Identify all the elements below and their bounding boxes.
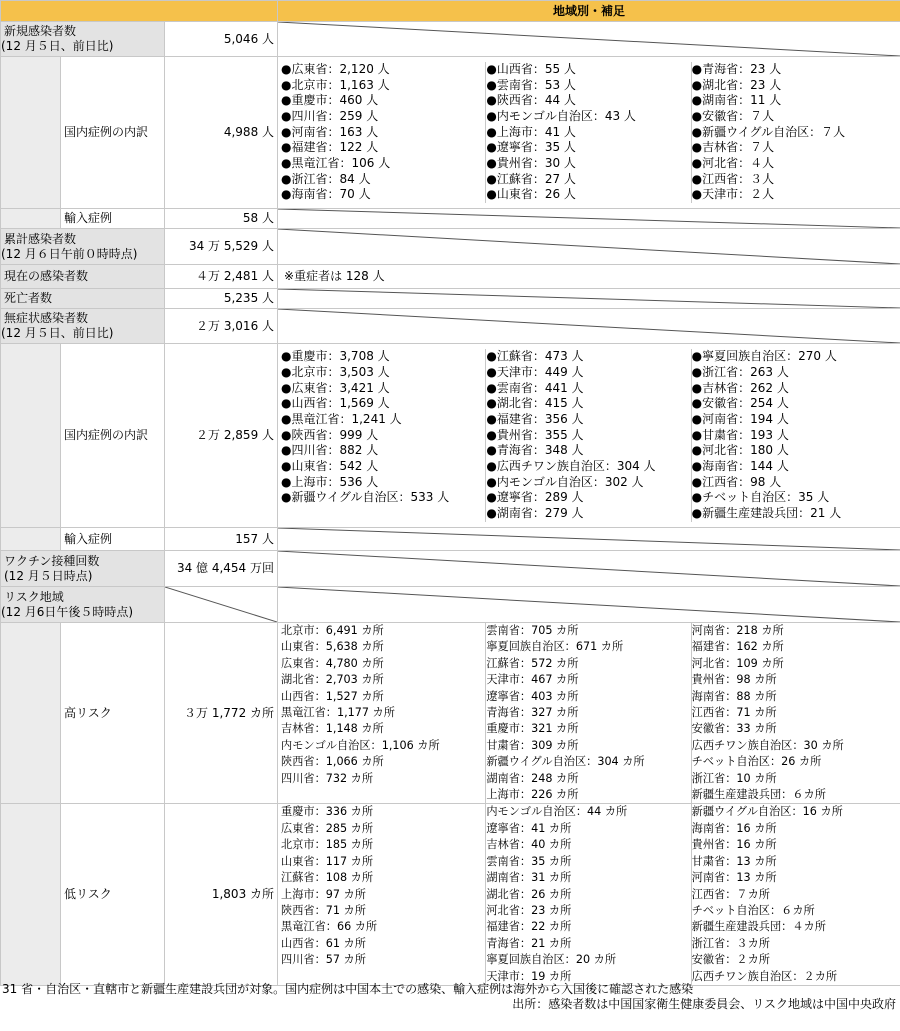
list-item: 吉林省：40 カ所 bbox=[486, 838, 572, 852]
list-item: ●内モンゴル自治区：302 人 bbox=[486, 474, 644, 489]
risk-label-main: リスク地域 bbox=[4, 589, 64, 604]
row-low-risk bbox=[1, 804, 900, 985]
list-item: 山西省：61 カ所 bbox=[281, 936, 366, 950]
asymptomatic-label bbox=[1, 309, 165, 344]
risk-label-sub: (12 月6日午後５時時点) bbox=[1, 604, 134, 619]
low-risk-label: 低リスク bbox=[61, 804, 165, 985]
deaths-value: 5,235 人 bbox=[165, 289, 278, 309]
domestic-new-column-3 bbox=[692, 62, 897, 203]
list-item: 遼寧省：41 カ所 bbox=[486, 821, 572, 835]
list-item: ●山東省：542 人 bbox=[281, 459, 379, 474]
row-domestic-asym bbox=[1, 344, 900, 528]
list-item: ●重慶市：3,708 人 bbox=[281, 349, 390, 364]
list-item: ●北京市：3,503 人 bbox=[281, 364, 390, 379]
list-item: 広東省：4,780 カ所 bbox=[281, 656, 384, 670]
list-item: 湖北省：26 カ所 bbox=[486, 887, 572, 901]
list-item: ●遼寧省：289 人 bbox=[486, 490, 584, 505]
row-deaths bbox=[1, 289, 900, 309]
list-item: 新疆ウイグル自治区：304 カ所 bbox=[486, 755, 645, 769]
current-label: 現在の感染者数 bbox=[1, 265, 165, 289]
list-item: ●湖南省：11 人 bbox=[691, 93, 782, 108]
list-item: 青海省：21 カ所 bbox=[486, 936, 572, 950]
list-item: 新疆生産建設兵団：４カ所 bbox=[691, 920, 826, 934]
list-item: 新疆生産建設兵団：６カ所 bbox=[691, 788, 826, 802]
list-item: 甘粛省：309 カ所 bbox=[486, 738, 579, 752]
list-item: 海南省：16 カ所 bbox=[691, 821, 777, 835]
low-risk-column-1 bbox=[281, 804, 486, 984]
list-item: 内モンゴル自治区：44 カ所 bbox=[486, 805, 628, 819]
list-item: ●吉林省：７人 bbox=[691, 140, 775, 155]
cumulative-value: 34 万 5,529 人 bbox=[165, 229, 278, 265]
indent-cell bbox=[1, 804, 61, 985]
list-item: 湖北省：2,703 カ所 bbox=[281, 673, 384, 687]
list-item: ●河北省：４人 bbox=[691, 156, 775, 171]
header-title: 地域別・補足 bbox=[278, 1, 900, 22]
list-item: ●青海省：23 人 bbox=[691, 61, 782, 76]
domestic-asym-column-1 bbox=[281, 349, 486, 522]
list-item: 遼寧省：403 カ所 bbox=[486, 689, 579, 703]
cumulative-label-sub: (12 月６日午前０時時点) bbox=[1, 246, 138, 261]
list-item: 雲南省：705 カ所 bbox=[486, 624, 579, 637]
low-risk-value: 1,803 カ所 bbox=[165, 804, 278, 985]
list-item: ●海南省：70 人 bbox=[281, 187, 371, 202]
imported-new-label: 輸入症例 bbox=[61, 209, 165, 229]
list-item: ●内モンゴル自治区：43 人 bbox=[486, 108, 636, 123]
list-item: ●広西チワン族自治区：304 人 bbox=[486, 459, 656, 474]
deaths-label: 死亡者数 bbox=[1, 289, 165, 309]
list-item: 安徽省：２カ所 bbox=[691, 953, 770, 967]
list-item: ●上海市：536 人 bbox=[281, 474, 379, 489]
imported-asym-label: 輸入症例 bbox=[61, 528, 165, 551]
cumulative-diagonal bbox=[278, 229, 900, 265]
current-value: ４万 2,481 人 bbox=[165, 265, 278, 289]
list-item: ●雲南省：441 人 bbox=[486, 380, 584, 395]
list-item: 江西省：71 カ所 bbox=[691, 706, 777, 720]
list-item: ●新疆ウイグル自治区：533 人 bbox=[281, 490, 450, 505]
footer-source: 出所：感染者数は中国国家衛生健康委員会、リスク地域は中国中央政府 bbox=[512, 997, 896, 1011]
row-new-cases bbox=[1, 22, 900, 57]
list-item: ●雲南省：53 人 bbox=[486, 77, 576, 92]
cumulative-label bbox=[1, 229, 165, 265]
domestic-new-column-2 bbox=[486, 62, 691, 203]
list-item: 福建省：22 カ所 bbox=[486, 920, 572, 934]
list-item: ●福建省：122 人 bbox=[281, 140, 379, 155]
list-item: ●安徽省：254 人 bbox=[691, 396, 789, 411]
vaccine-label-main: ワクチン接種回数 bbox=[4, 553, 100, 568]
risk-detail-diagonal bbox=[278, 587, 900, 623]
indent-cell bbox=[1, 209, 61, 229]
list-item: ●河北省：180 人 bbox=[691, 443, 789, 458]
indent-cell bbox=[1, 344, 61, 528]
new-cases-value: 5,046 人 bbox=[165, 22, 278, 57]
row-domestic-new bbox=[1, 57, 900, 209]
list-item: 陝西省：71 カ所 bbox=[281, 903, 366, 917]
list-item: ●江蘇省：473 人 bbox=[486, 349, 584, 364]
vaccine-value: 34 億 4,454 万回 bbox=[165, 551, 278, 587]
list-item: 吉林省：1,148 カ所 bbox=[281, 722, 384, 736]
vaccine-label-sub: (12 月５日時点) bbox=[4, 568, 93, 583]
domestic-asym-detail bbox=[278, 344, 900, 528]
list-item: ●山東省：26 人 bbox=[486, 187, 576, 202]
high-risk-column-2 bbox=[486, 623, 691, 803]
list-item: 江蘇省：108 カ所 bbox=[281, 871, 374, 885]
high-risk-value: ３万 1,772 カ所 bbox=[165, 623, 278, 804]
list-item: ●チベット自治区：35 人 bbox=[691, 490, 830, 505]
list-item: ●山西省：55 人 bbox=[486, 61, 576, 76]
list-item: 江西省：７カ所 bbox=[691, 887, 770, 901]
high-risk-column-1 bbox=[281, 623, 486, 803]
list-item: ●湖南省：279 人 bbox=[486, 506, 584, 521]
list-item: ●陝西省：999 人 bbox=[281, 427, 379, 442]
list-item: ●海南省：144 人 bbox=[691, 459, 789, 474]
footer-note: 31 省・自治区・直轄市と新疆生産建設兵団が対象。国内症例は中国本土での感染、輸入症例は海外から入国後に確認された感染 bbox=[2, 982, 694, 996]
list-item: ●浙江省：84 人 bbox=[281, 171, 371, 186]
list-item: 広西チワン族自治区：２カ所 bbox=[691, 969, 838, 983]
list-item: 甘粛省：13 カ所 bbox=[691, 854, 777, 868]
list-item: ●天津市：449 人 bbox=[486, 364, 584, 379]
list-item: ●新疆ウイグル自治区：７人 bbox=[691, 124, 846, 139]
list-item: 河南省：218 カ所 bbox=[691, 624, 784, 637]
list-item: 山西省：1,527 カ所 bbox=[281, 689, 384, 703]
imported-asym-value: 157 人 bbox=[165, 528, 278, 551]
list-item: ●四川省：259 人 bbox=[281, 108, 379, 123]
indent-cell bbox=[1, 57, 61, 209]
high-risk-detail bbox=[278, 623, 900, 804]
domestic-new-column-1 bbox=[281, 62, 486, 203]
list-item: 北京市：6,491 カ所 bbox=[281, 624, 384, 637]
low-risk-column-2 bbox=[486, 804, 691, 984]
list-item: 四川省：57 カ所 bbox=[281, 953, 366, 967]
list-item: チベット自治区：６カ所 bbox=[691, 903, 815, 917]
list-item: 天津市：19 カ所 bbox=[486, 969, 572, 983]
high-risk-column-3 bbox=[692, 623, 897, 803]
list-item: 安徽省：33 カ所 bbox=[691, 722, 777, 736]
list-item: 北京市：185 カ所 bbox=[281, 838, 374, 852]
list-item: 上海市：97 カ所 bbox=[281, 887, 366, 901]
list-item: ●湖北省：23 人 bbox=[691, 77, 782, 92]
list-item: 貴州省：98 カ所 bbox=[691, 673, 777, 687]
list-item: 広東省：285 カ所 bbox=[281, 821, 374, 835]
list-item: 福建省：162 カ所 bbox=[691, 640, 784, 654]
imported-new-value: 58 人 bbox=[165, 209, 278, 229]
list-item: ●遼寧省：35 人 bbox=[486, 140, 576, 155]
asymptomatic-value: ２万 3,016 人 bbox=[165, 309, 278, 344]
list-item: ●天津市：２人 bbox=[691, 187, 775, 202]
list-item: ●北京市：1,163 人 bbox=[281, 77, 390, 92]
asymptomatic-diagonal bbox=[278, 309, 900, 344]
list-item: 天津市：467 カ所 bbox=[486, 673, 579, 687]
indent-cell bbox=[1, 528, 61, 551]
row-risk bbox=[1, 587, 900, 623]
list-item: ●甘粛省：193 人 bbox=[691, 427, 789, 442]
new-cases-label-main: 新規感染者数 bbox=[4, 24, 77, 38]
vaccine-diagonal bbox=[278, 551, 900, 587]
list-item: 浙江省：10 カ所 bbox=[691, 771, 777, 785]
current-note: ※重症者は 128 人 bbox=[278, 265, 900, 289]
list-item: ●河南省：194 人 bbox=[691, 411, 789, 426]
row-imported-asym bbox=[1, 528, 900, 551]
list-item: ●福建省：356 人 bbox=[486, 411, 584, 426]
list-item: 山東省：5,638 カ所 bbox=[281, 640, 384, 654]
new-cases-label-sub: (12 月５日、前日比) bbox=[1, 39, 114, 53]
list-item: 江蘇省：572 カ所 bbox=[486, 656, 579, 670]
row-imported-new bbox=[1, 209, 900, 229]
imported-new-diagonal bbox=[278, 209, 900, 229]
list-item: ●江蘇省：27 人 bbox=[486, 171, 576, 186]
list-item: 陝西省：1,066 カ所 bbox=[281, 755, 384, 769]
list-item: ●重慶市：460 人 bbox=[281, 93, 379, 108]
list-item: 黒竜江省：66 カ所 bbox=[281, 920, 378, 934]
list-item: ●新疆生産建設兵団：21 人 bbox=[691, 506, 842, 521]
domestic-asym-column-3 bbox=[692, 349, 897, 522]
list-item: 山東省：117 カ所 bbox=[281, 854, 374, 868]
list-item: 寧夏回族自治区：20 カ所 bbox=[486, 953, 617, 967]
vaccine-label bbox=[1, 551, 165, 587]
list-item: 河北省：23 カ所 bbox=[486, 903, 572, 917]
list-item: ●安徽省：７人 bbox=[691, 108, 775, 123]
domestic-asym-value: ２万 2,859 人 bbox=[165, 344, 278, 528]
list-item: ●上海市：41 人 bbox=[486, 124, 576, 139]
list-item: 雲南省：35 カ所 bbox=[486, 854, 572, 868]
list-item: 重慶市：336 カ所 bbox=[281, 805, 374, 819]
high-risk-label: 高リスク bbox=[61, 623, 165, 804]
list-item: ●江西省：３人 bbox=[691, 171, 775, 186]
list-item: 河北省：109 カ所 bbox=[691, 656, 784, 670]
list-item: ●江西省：98 人 bbox=[691, 474, 782, 489]
list-item: 重慶市：321 カ所 bbox=[486, 722, 579, 736]
list-item: ●広東省：2,120 人 bbox=[281, 61, 390, 76]
risk-label bbox=[1, 587, 165, 623]
list-item: ●湖北省：415 人 bbox=[486, 396, 584, 411]
list-item: ●陝西省：44 人 bbox=[486, 93, 576, 108]
new-cases-label bbox=[1, 22, 165, 57]
list-item: 四川省：732 カ所 bbox=[281, 771, 374, 785]
list-item: 海南省：88 カ所 bbox=[691, 689, 777, 703]
row-vaccine bbox=[1, 551, 900, 587]
list-item: 湖南省：248 カ所 bbox=[486, 771, 579, 785]
domestic-new-detail bbox=[278, 57, 900, 209]
imported-asym-diagonal bbox=[278, 528, 900, 551]
list-item: ●河南省：163 人 bbox=[281, 124, 379, 139]
asymptomatic-label-sub: (12 月５日、前日比) bbox=[1, 326, 114, 340]
domestic-new-label: 国内症例の内訳 bbox=[61, 57, 165, 209]
list-item: 貴州省：16 カ所 bbox=[691, 838, 777, 852]
list-item: 寧夏回族自治区：671 カ所 bbox=[486, 640, 624, 654]
list-item: ●浙江省：263 人 bbox=[691, 364, 789, 379]
list-item: ●黒竜江省：1,241 人 bbox=[281, 411, 402, 426]
row-high-risk bbox=[1, 623, 900, 804]
list-item: ●山西省：1,569 人 bbox=[281, 396, 390, 411]
cumulative-label-main: 累計感染者数 bbox=[4, 231, 77, 246]
asymptomatic-label-main: 無症状感染者数 bbox=[4, 311, 89, 325]
list-item: ●貴州省：30 人 bbox=[486, 156, 576, 171]
list-item: ●四川省：882 人 bbox=[281, 443, 379, 458]
list-item: 内モンゴル自治区：1,106 カ所 bbox=[281, 738, 440, 752]
list-item: ●広東省：3,421 人 bbox=[281, 380, 390, 395]
domestic-new-value: 4,988 人 bbox=[165, 57, 278, 209]
list-item: チベット自治区：26 カ所 bbox=[691, 755, 822, 769]
low-risk-detail bbox=[278, 804, 900, 985]
list-item: 広西チワン族自治区：30 カ所 bbox=[691, 738, 844, 752]
list-item: ●青海省：348 人 bbox=[486, 443, 584, 458]
row-asymptomatic bbox=[1, 309, 900, 344]
list-item: 黒竜江省：1,177 カ所 bbox=[281, 706, 395, 720]
row-current bbox=[1, 265, 900, 289]
list-item: 青海省：327 カ所 bbox=[486, 706, 579, 720]
list-item: 浙江省：３カ所 bbox=[691, 936, 770, 950]
row-cumulative bbox=[1, 229, 900, 265]
domestic-asym-label: 国内症例の内訳 bbox=[61, 344, 165, 528]
domestic-asym-column-2 bbox=[486, 349, 691, 522]
list-item: 上海市：226 カ所 bbox=[486, 788, 579, 802]
list-item: 河南省：13 カ所 bbox=[691, 871, 777, 885]
indent-cell bbox=[1, 623, 61, 804]
list-item: 新疆ウイグル自治区：16 カ所 bbox=[691, 805, 843, 819]
risk-value-diagonal bbox=[165, 587, 278, 623]
new-cases-diagonal bbox=[278, 22, 900, 57]
deaths-diagonal bbox=[278, 289, 900, 309]
header-blank bbox=[1, 1, 278, 22]
list-item: ●貴州省：355 人 bbox=[486, 427, 584, 442]
list-item: ●寧夏回族自治区：270 人 bbox=[691, 349, 837, 364]
low-risk-column-3 bbox=[692, 804, 897, 984]
list-item: 湖南省：31 カ所 bbox=[486, 871, 572, 885]
list-item: ●黒竜江省：106 人 bbox=[281, 156, 391, 171]
list-item: ●吉林省：262 人 bbox=[691, 380, 789, 395]
